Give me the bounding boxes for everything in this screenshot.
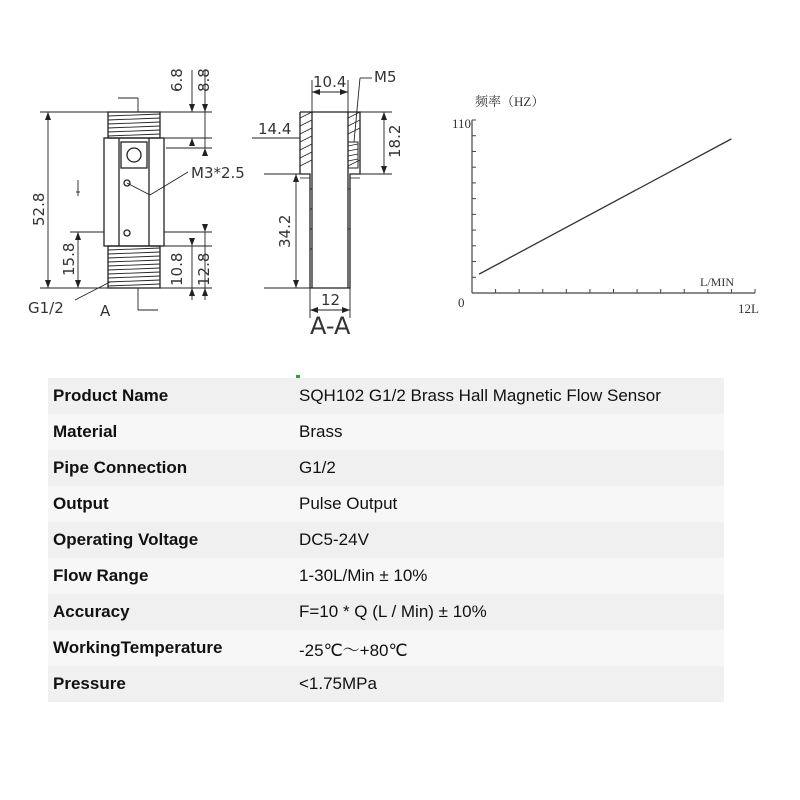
x-end-tick-label: 12L <box>738 301 759 316</box>
spec-value: <1.75MPa <box>299 674 377 693</box>
spec-key: Output <box>53 494 109 513</box>
spec-table <box>48 378 724 702</box>
spec-value: 1-30L/Min ± 10% <box>299 566 428 585</box>
spec-value: SQH102 G1/2 Brass Hall Magnetic Flow Sensor <box>299 386 661 405</box>
spec-value: Brass <box>299 422 343 441</box>
spec-row <box>48 558 724 594</box>
dim-14-4: 14.4 <box>258 120 292 138</box>
dim-52-8: 52.8 <box>30 192 48 226</box>
spec-key: WorkingTemperature <box>53 638 223 657</box>
x-axis-label: L/MIN <box>700 275 734 289</box>
spec-key: Pipe Connection <box>53 458 188 477</box>
series-line <box>479 139 731 274</box>
section-view <box>252 78 392 318</box>
spec-row <box>48 630 724 666</box>
spec-key: Material <box>53 422 118 441</box>
technical-drawing <box>0 0 800 370</box>
callout-m5: M5 <box>374 68 397 86</box>
spec-key: Flow Range <box>53 566 149 585</box>
spec-row <box>48 666 724 702</box>
spec-row <box>48 378 724 414</box>
spec-key: Pressure <box>53 674 126 693</box>
spec-row <box>48 486 724 522</box>
spec-key: Product Name <box>53 386 169 405</box>
dim-12-8: 12.8 <box>195 252 213 286</box>
spec-key: Operating Voltage <box>53 530 199 549</box>
spec-row <box>48 450 724 486</box>
dim-18-2: 18.2 <box>386 124 404 158</box>
dim-15-8: 15.8 <box>60 242 78 276</box>
dim-8-8: 8.8 <box>195 68 213 92</box>
spec-row <box>48 594 724 630</box>
spec-value: DC5-24V <box>299 530 369 549</box>
dim-12: 12 <box>321 291 341 309</box>
origin-label: 0 <box>458 295 465 310</box>
sensor-boss <box>121 142 147 168</box>
callout-m3: M3*2.5 <box>191 164 245 182</box>
y-axis-label: 频率（HZ） <box>475 94 545 109</box>
spec-key: Accuracy <box>53 602 130 621</box>
thread-label: G1/2 <box>28 299 64 317</box>
y-top-tick-label: 110 <box>452 116 472 131</box>
spec-value: Pulse Output <box>299 494 398 513</box>
dim-34-2: 34.2 <box>276 214 294 248</box>
dim-10-8: 10.8 <box>168 252 186 286</box>
dim-10-4: 10.4 <box>313 73 347 91</box>
section-label: A-A <box>310 312 351 340</box>
spec-value: F=10 * Q (L / Min) ± 10% <box>299 602 487 621</box>
spec-row <box>48 414 724 450</box>
flow-frequency-chart <box>452 94 759 316</box>
spec-value: G1/2 <box>299 458 336 477</box>
dim-6-8: 6.8 <box>168 68 186 92</box>
spec-row <box>48 522 724 558</box>
section-mark-a: A <box>100 302 111 320</box>
spec-value: -25℃～+80℃ <box>299 640 408 660</box>
